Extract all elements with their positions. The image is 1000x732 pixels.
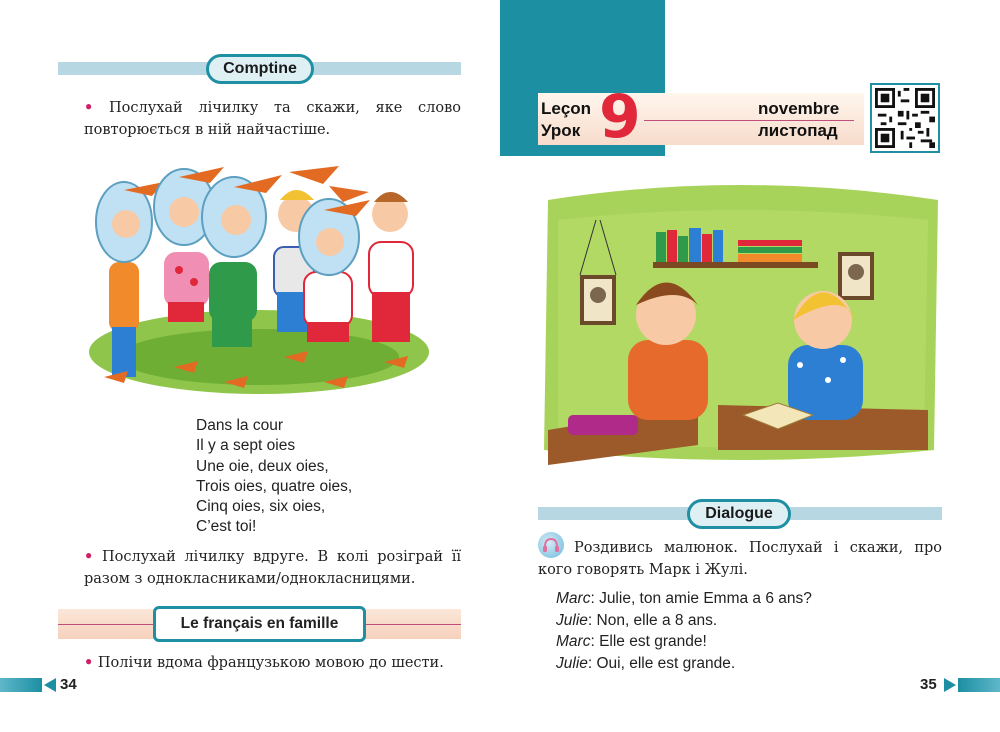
lesson-label-ua: Урок — [541, 121, 581, 140]
bullet-icon: • — [84, 548, 94, 565]
triangle-left-icon — [44, 678, 56, 692]
lesson-number: 9 — [599, 82, 641, 152]
poem-line: Il y a sept oies — [196, 437, 296, 455]
dialogue-line — [556, 653, 812, 675]
classroom-illustration — [538, 180, 942, 472]
dialogue-line — [556, 610, 812, 632]
dialogue-text: : Julie, ton amie Emma a 6 ans? — [590, 590, 812, 607]
instruction-2-text: Послухай лічилку вдруге. В колі розіграй її разом з однокласниками/однокласницями. — [84, 549, 462, 587]
dialogue-text: : Oui, elle est grande. — [587, 654, 736, 672]
dialogue-title: Dialogue — [687, 499, 791, 529]
dialogue-instruction: Роздивись малюнок. Послухай і скажи, про кого говорять Марк і Жулі. — [538, 540, 942, 578]
page-number-left: 34 — [60, 676, 77, 693]
speaker-name: Julie — [556, 654, 588, 672]
speaker-name: Marc — [556, 590, 591, 607]
dialogue-text: : Elle est grande! — [590, 633, 707, 650]
bullet-icon: • — [84, 99, 94, 116]
geese-children-illustration — [84, 152, 444, 402]
poem-line: Cinq oies, six oies, — [196, 498, 326, 516]
instruction-1 — [84, 97, 461, 141]
bullet-icon: • — [84, 654, 94, 671]
page-number-right: 35 — [920, 676, 937, 693]
month-fr: novembre — [758, 99, 840, 118]
poem — [196, 416, 352, 538]
instruction-2 — [84, 546, 461, 590]
poem-line: Trois oies, quatre oies, — [196, 477, 353, 495]
poem-line: Dans la cour — [196, 417, 284, 434]
page-bar-left — [0, 678, 42, 692]
famille-title: Le français en famille — [153, 606, 366, 642]
speaker-name: Julie — [556, 611, 588, 629]
poem-line: C’est toi! — [196, 518, 257, 536]
page-bar-right — [958, 678, 1000, 692]
qr-code-graphic — [875, 88, 935, 148]
qr-code-icon[interactable] — [870, 83, 940, 153]
month-ua: листопад — [758, 121, 838, 140]
lesson-label-fr: Leçon — [541, 99, 592, 118]
dialogue-line — [556, 631, 812, 653]
instruction-3 — [84, 652, 461, 674]
comptine-title: Comptine — [206, 54, 314, 84]
dialogue-line — [556, 588, 812, 610]
speaker-name: Marc — [556, 633, 591, 650]
triangle-right-icon — [944, 678, 956, 692]
dialogue-text: : Non, elle a 8 ans. — [587, 611, 718, 629]
instruction-1-text: Послухай лічилку та скажи, яке слово повторюється в ній найчастіше. — [84, 100, 462, 138]
dialogue-lines — [556, 588, 812, 674]
poem-line: Une oie, deux oies, — [196, 457, 329, 475]
instruction-3-text: Полічи вдома французькою мовою до шести. — [97, 655, 444, 671]
